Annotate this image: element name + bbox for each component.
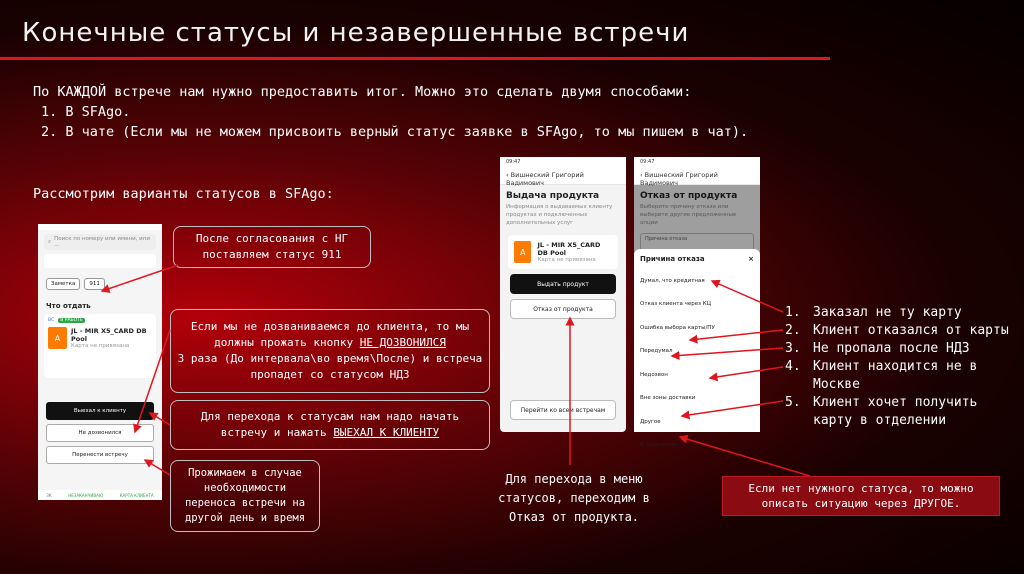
back-icon[interactable]: ‹: [506, 171, 511, 179]
modal-title: Причина отказа: [640, 255, 705, 263]
reason-row: 1. Заказал не ту карту: [785, 305, 962, 320]
not-reached-label: НЕ ДОЗВОНИЛСЯ: [359, 336, 446, 349]
intro-item: 2. В чате (Если мы не можем присвоить верный статус заявке в SFAgo, то мы пишем в чат).: [41, 124, 749, 140]
screen-subtitle: Выберите причину отказа или выберите другие предложенные опции: [640, 204, 737, 226]
intro-item: 1. В SFAgo.: [41, 104, 131, 120]
product-note: Карта не привязана: [71, 343, 130, 349]
reason-item[interactable]: В отделении: [640, 442, 677, 449]
title-rule: [0, 57, 830, 60]
phone-header: ‹ Вишнеский Григорий Вадимович: [500, 167, 626, 185]
product-name: JL - MIR X5_CARD DB Pool: [537, 241, 601, 257]
callout-go-to-status: Для перехода к статусам нам надо начать встречу и нажать ВЫЕХАЛ К КЛИЕНТУ: [170, 400, 490, 450]
callout-status-911: После согласования с НГ поставляем статус 911: [173, 226, 371, 268]
section-title: Что отдать: [46, 302, 91, 310]
reason-item[interactable]: Передумал: [640, 348, 673, 355]
issue-product-button[interactable]: Выдать продукт: [510, 274, 616, 294]
reason-row: 4. Клиент находится не в Москве: [785, 359, 978, 392]
close-icon[interactable]: ×: [748, 255, 754, 263]
back-icon[interactable]: ‹: [640, 171, 645, 179]
callout-reschedule: Прожимаем в случае необходимости переноса встречи на другой день и время: [170, 460, 320, 532]
intro-block: [33, 82, 748, 142]
reason-row: 3. Не пропала после НДЗ: [785, 341, 970, 356]
phone-meeting-card: [38, 224, 162, 500]
product-name: JL - MIR X5_CARD DB Pool: [71, 327, 147, 343]
phone-header: ‹ Вишнеский Григорий Вадимович: [634, 167, 760, 185]
product-image: А: [48, 327, 67, 349]
callout-not-reached: Если мы не дозваниваемся до клиента, то мы должны прожать кнопку НЕ ДОЗВОНИЛСЯ 3 раза (До интервала\во время\После) и встреча пропадет со статусом НДЗ: [170, 309, 490, 393]
reason-row: 5. Клиент хочет получить карту в отделении: [785, 395, 978, 428]
footer-mid[interactable]: НЕЗАКАНЧИВАЮ: [68, 492, 104, 498]
reason-list: [785, 304, 1009, 430]
reason-item[interactable]: Отказ клиента через КЦ: [640, 301, 711, 308]
notes-value[interactable]: 911: [84, 278, 105, 290]
reason-item[interactable]: Ошибка выбора карты/ПУ: [640, 324, 715, 331]
product-image: А: [514, 241, 531, 263]
status-bar: 09:47: [634, 157, 760, 167]
phone-refuse-product: [634, 157, 760, 449]
search-icon: ⌕: [48, 238, 52, 245]
intro-line: По КАЖДОЙ встрече нам нужно предоставить итог. Можно это сделать двумя способами:: [33, 84, 692, 100]
not-reached-button[interactable]: Не дозвонился: [46, 424, 154, 442]
all-meetings-button[interactable]: Перейти ко всем встречам: [510, 400, 616, 420]
screen-title: Отказ от продукта: [640, 191, 738, 201]
reschedule-button[interactable]: Перенести встречу: [46, 446, 154, 464]
reason-field[interactable]: Причина отказа: [640, 233, 754, 251]
reason-item[interactable]: Вне зоны доставки: [640, 395, 696, 402]
consider-text: Рассмотрим варианты статусов в SFAgo:: [33, 186, 334, 202]
search-input[interactable]: [44, 234, 156, 250]
search-placeholder: Поиск по номеру или имени, ипи ...: [54, 236, 150, 248]
reason-modal: [634, 249, 760, 449]
caption-menu: Для перехода в меню статусов, переходим в Отказ от продукта.: [498, 472, 650, 524]
footer-left[interactable]: ЗК: [46, 492, 52, 498]
footer-right[interactable]: КАРТА КЛИЕНТА: [119, 492, 154, 498]
left-to-client-label: ВЫЕХАЛ К КЛИЕНТУ: [333, 426, 440, 439]
reason-item[interactable]: Недозвон: [640, 371, 668, 378]
status-badge: В РАБОТЕ: [60, 318, 83, 323]
screen-subtitle: Информация о выдаваемых клиенту продуктах и подключенных дополнительных услуг: [506, 204, 613, 226]
refuse-product-button[interactable]: Отказ от продукта: [510, 299, 616, 319]
other-note: Если нет нужного статуса, то можно описать ситуацию через ДРУГОЕ.: [722, 476, 1000, 516]
product-card[interactable]: [508, 235, 618, 269]
screen-title: Выдача продукта: [506, 191, 600, 201]
phone-product-issue: [500, 157, 626, 432]
product-note: Карта не привязана: [537, 257, 596, 263]
tag-bc: ВС: [48, 318, 55, 323]
reason-row: 2. Клиент отказался от карты: [785, 323, 1009, 338]
notes-label[interactable]: Заметка: [46, 278, 80, 290]
slide-title: Конечные статусы и незавершенные встречи: [22, 18, 690, 48]
reason-item[interactable]: Другое: [640, 418, 661, 425]
left-to-client-button[interactable]: Выехал к клиенту: [46, 402, 154, 420]
reason-item[interactable]: Думал, что кредитная: [640, 277, 705, 284]
status-bar: 09:47: [500, 157, 626, 167]
